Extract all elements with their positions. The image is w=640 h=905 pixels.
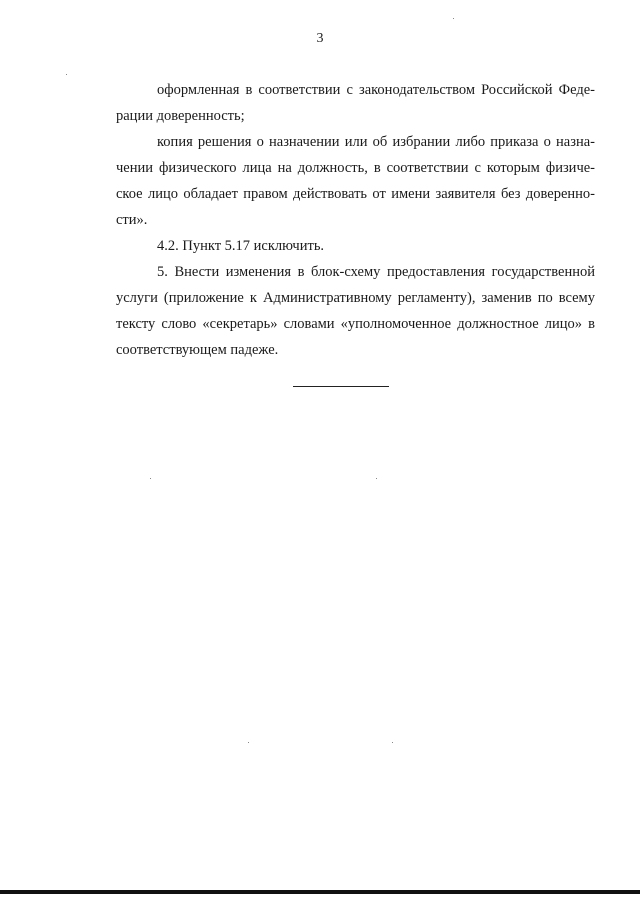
separator-line xyxy=(293,386,389,387)
scan-speck xyxy=(392,742,393,743)
scan-speck xyxy=(66,74,67,75)
scan-bottom-edge xyxy=(0,890,640,894)
text-line: сти». xyxy=(116,212,148,228)
text-line: рации доверенность; xyxy=(116,108,245,124)
text-line: копия решения о назначении или об избрании либо приказа о назна- xyxy=(157,134,595,150)
scan-speck xyxy=(453,18,454,19)
scan-speck xyxy=(248,742,249,743)
page-number: 3 xyxy=(316,31,324,46)
scan-speck xyxy=(376,478,377,479)
text-line: ское лицо обладает правом действовать от имени заявителя без доверенно- xyxy=(116,186,595,202)
text-line: 5. Внести изменения в блок-схему предоставления государственной xyxy=(157,264,595,280)
text-line: оформленная в соответствии с законодательством Российской Феде- xyxy=(157,82,595,98)
text-line: чении физического лица на должность, в соответствии с которым физиче- xyxy=(116,160,595,176)
text-line: соответствующем падеже. xyxy=(116,342,279,358)
scan-speck xyxy=(150,478,151,479)
text-line: 4.2. Пункт 5.17 исключить. xyxy=(157,238,325,254)
text-line: тексту слово «секретарь» словами «уполномоченное должностное лицо» в xyxy=(116,316,595,332)
text-line: услуги (приложение к Административному регламенту), заменив по всему xyxy=(116,290,595,306)
